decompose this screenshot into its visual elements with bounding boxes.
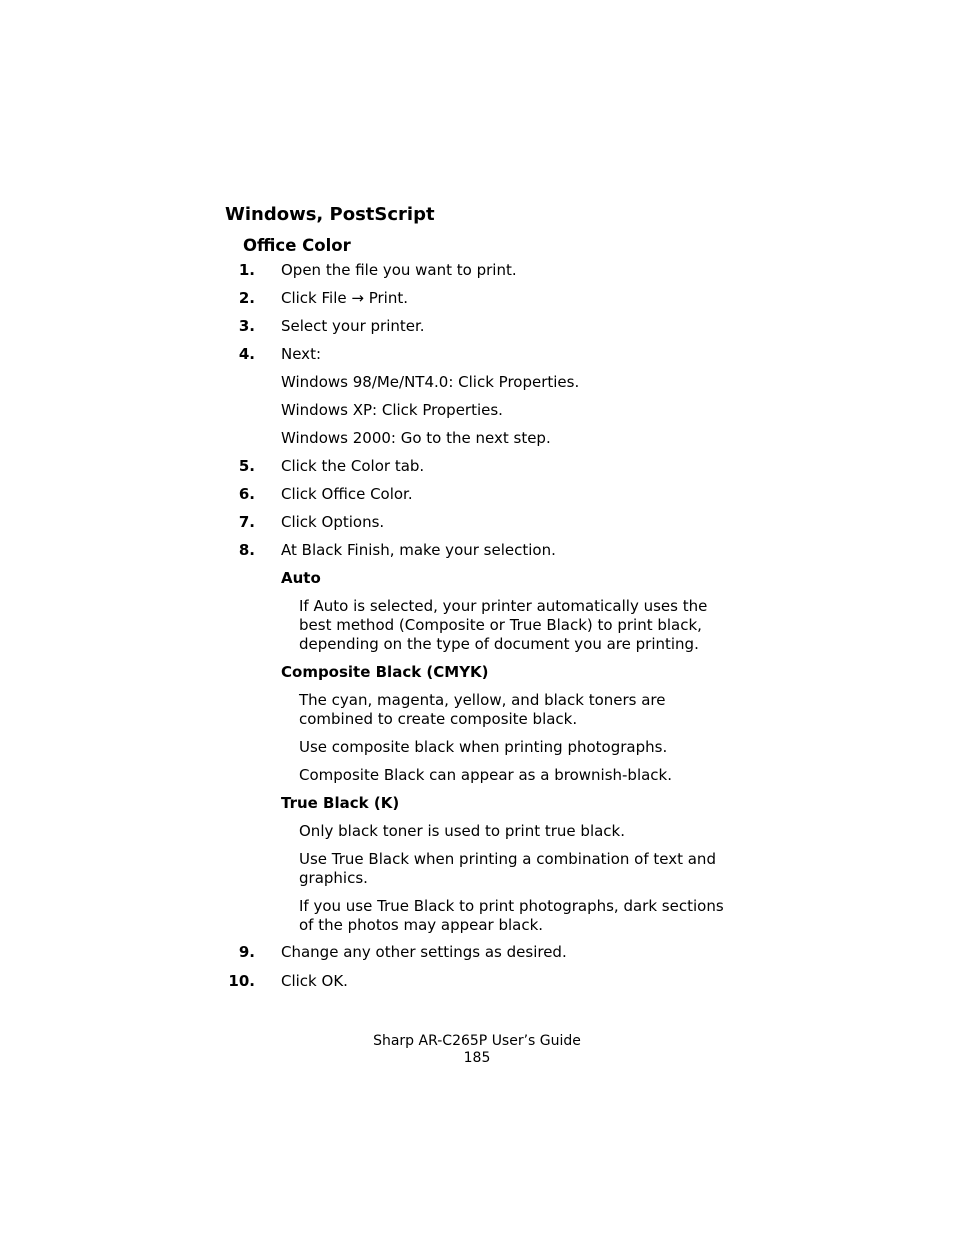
footer-guide-name: Sharp AR-C265P User’s Guide [373,1033,581,1049]
step-note: Windows 98/Me/NT4.0: Click Properties. [281,373,580,391]
option-title-true-black: True Black (K) [281,794,400,812]
step-text: Click Options. [281,513,385,531]
step-number: 4. [238,345,255,363]
step-text: Click File → Print. [281,289,408,307]
step-number: 3. [238,317,255,335]
step-number: 6. [238,485,255,503]
step-text: Next: [281,345,321,363]
option-paragraph: If Auto is selected, your printer automatically uses the best method (Composite or True Black) to print black, depending on the type of document you are printing. [299,597,708,653]
section-title: Windows, PostScript [225,204,435,225]
option-paragraph: Use True Black when printing a combination of text and graphics. [299,850,716,887]
step-text: Change any other settings as desired. [281,943,567,961]
step-text: Open the file you want to print. [281,261,517,279]
step-text: Click Office Color. [281,485,413,503]
option-paragraph: If you use True Black to print photographs, dark sections of the photos may appear black. [299,897,724,934]
option-title-composite: Composite Black (CMYK) [281,663,489,681]
step-number: 1. [238,261,255,279]
step-number: 5. [238,457,255,475]
option-paragraph: The cyan, magenta, yellow, and black toners are combined to create composite black. [299,691,666,728]
footer-page-number: 185 [463,1050,491,1066]
option-paragraph: Composite Black can appear as a brownish-black. [299,766,673,784]
step-text: Select your printer. [281,317,425,335]
step-number: 2. [238,289,255,307]
option-paragraph: Use composite black when printing photographs. [299,738,668,756]
step-number: 10. [228,972,255,990]
step-number: 9. [238,943,255,961]
option-title-auto: Auto [281,569,321,587]
step-number: 7. [238,513,255,531]
step-text: Click OK. [281,972,348,990]
step-note: Windows XP: Click Properties. [281,401,503,419]
step-text: Click the Color tab. [281,457,425,475]
step-note: Windows 2000: Go to the next step. [281,429,551,447]
subsection-title: Office Color [243,236,351,255]
step-text: At Black Finish, make your selection. [281,541,556,559]
step-number: 8. [238,541,255,559]
option-paragraph: Only black toner is used to print true black. [299,822,626,840]
